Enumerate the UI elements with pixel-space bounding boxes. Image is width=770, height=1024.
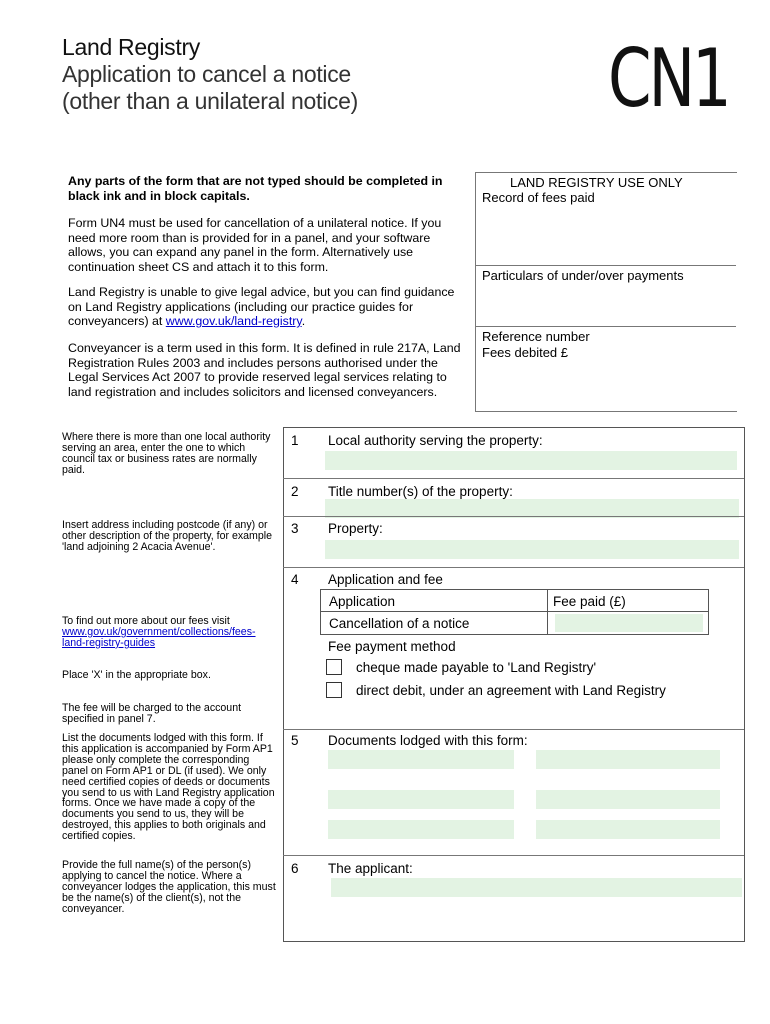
document-field[interactable] [328,820,514,839]
panel-4-label: Application and fee [328,572,443,587]
fee-table-header-fee: Fee paid (£) [553,594,626,609]
note-panel-6: Provide the full name(s) of the person(s) applying to cancel the notice. Where a conveyancer lodges the application, this must be the name(s) of the client(s), not the conveyancer. [62,859,276,915]
note-place-x: Place 'X' in the appropriate box. [62,669,211,681]
reference-number-label: Reference number [482,329,590,344]
panel-6-number: 6 [291,861,299,876]
panel-2-label: Title number(s) of the property: [328,484,513,499]
direct-debit-option-label: direct debit, under an agreement with Land Registry [356,683,666,698]
panel-3-label: Property: [328,521,383,536]
form-code: CN1 [608,32,729,125]
document-field[interactable] [328,750,514,769]
form-subtitle-line-1: Application to cancel a notice [62,61,351,87]
fees-debited-label: Fees debited £ [482,345,569,360]
registry-divider [475,326,736,327]
panel-1-label: Local authority serving the property: [328,433,543,448]
fee-table [320,589,709,635]
direct-debit-checkbox[interactable] [326,682,342,698]
note-panel-5: List the documents lodged with this form. If this application is accompanied by Form AP1 please only complete the corresponding panel on Form AP1 or DL (if used). We only need certified copies of deeds or documents you send to us with Land Registry application forms. Once we have made a copy of the documents you send to us, they will be destroyed, this applies to both originals and certified copies. [62,732,275,843]
fees-guide-link[interactable]: www.gov.uk/government/collections/fees-land-registry-guides [62,625,256,649]
intro-bold-instruction: Any parts of the form that are not typed should be completed in black ink and in block capitals. [68,174,443,203]
intro-para-3: Conveyancer is a term used in this form. It is defined in rule 217A, Land Registration Rules 2003 and includes persons authorised under the Legal Services Act 2007 to provide reserved legal services relating to land registration and includes solicitors and licensed conveyancers. [68,341,461,399]
panel-divider [283,567,744,568]
intro-instructions [68,174,468,203]
record-of-fees-label: Record of fees paid [482,190,595,205]
intro-para-2 [68,285,468,329]
registry-use-heading: LAND REGISTRY USE ONLY [510,175,683,190]
registry-divider [475,265,736,266]
form-authority-title: Land Registry [62,34,201,60]
cheque-option-label: cheque made payable to 'Land Registry' [356,660,597,675]
panel-divider [283,855,744,856]
document-field[interactable] [536,790,720,809]
document-field[interactable] [536,820,720,839]
particulars-label: Particulars of under/over payments [482,268,684,283]
fee-table-application-value: Cancellation of a notice [329,616,470,631]
panel-divider [283,478,744,479]
fee-paid-field[interactable] [555,614,703,632]
note-fees-text: To find out more about our fees visit [62,615,230,627]
panel-6-label: The applicant: [328,861,413,876]
payment-method-label: Fee payment method [328,639,456,654]
land-registry-link[interactable]: www.gov.uk/land-registry [165,314,302,329]
panel-4-number: 4 [291,572,299,587]
panel-divider [283,729,744,730]
cheque-checkbox[interactable] [326,659,342,675]
panel-divider [283,516,744,517]
panel-3-number: 3 [291,521,299,536]
note-fee-charged: The fee will be charged to the account specified in panel 7. [62,702,242,725]
panel-2-number: 2 [291,484,299,499]
form-subtitle-line-2: (other than a unilateral notice) [62,88,358,114]
local-authority-field[interactable] [325,451,737,470]
panel-5-label: Documents lodged with this form: [328,733,528,748]
document-field[interactable] [328,790,514,809]
document-field[interactable] [536,750,720,769]
registry-use-box [475,172,737,412]
note-panel-1: Where there is more than one local authority serving an area, enter the one to which council tax or business rates are normally paid. [62,431,271,476]
property-field[interactable] [325,540,739,559]
intro-para-2-end: . [301,314,306,329]
note-fees-info [62,616,277,649]
intro-para-1: Form UN4 must be used for cancellation of a unilateral notice. If you need more room than is provided for in a panel, and your software allows, you can expand any panel in the form. Alternatively use continuation sheet CS and attach it to this form. [68,216,442,274]
panel-1-number: 1 [291,433,299,448]
note-panel-3: Insert address including postcode (if any) or other description of the property, for example 'land adjoining 2 Acacia Avenue'. [62,519,273,553]
applicant-field[interactable] [331,878,742,897]
fee-table-header-application: Application [329,594,396,609]
panel-5-number: 5 [291,733,299,748]
intro-para-2-text: Land Registry is unable to give legal advice, but you can find guidance on Land Registry applications (including our practice guides for conveyancers) at [68,285,455,329]
